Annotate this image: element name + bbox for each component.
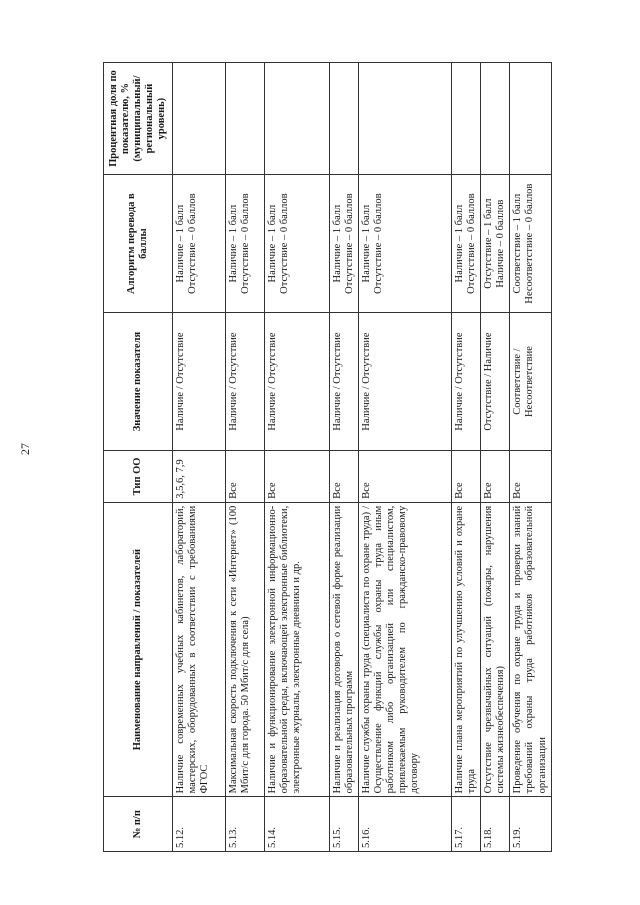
- row-percent: [510, 63, 551, 175]
- table-row: [265, 63, 330, 852]
- table-row: [481, 63, 510, 852]
- page-number: 27: [18, 443, 32, 455]
- algorithm-line-2: Отсутствие – 0 баллов: [187, 193, 199, 294]
- row-number: 5.16.: [359, 797, 452, 852]
- algorithm-line-1: Наличие – 1 балл: [361, 204, 373, 283]
- algorithm-line-2: Отсутствие – 0 баллов: [344, 193, 356, 294]
- row-type: Все: [510, 451, 551, 503]
- row-value: Наличие / Отсутствие: [173, 313, 226, 451]
- table-row: [359, 63, 452, 852]
- row-value: Наличие / Отсутствие: [330, 313, 359, 451]
- algorithm-line-2: Отсутствие – 0 баллов: [466, 193, 478, 294]
- row-name: Наличие и реализация договоров о сетевой форме реализации образовательных программ: [330, 502, 359, 797]
- row-number: 5.17.: [452, 797, 481, 852]
- algorithm-line-1: Соответствие – 1 балл: [512, 193, 524, 294]
- row-type: Все: [359, 451, 452, 503]
- row-percent: [226, 63, 265, 175]
- row-value: Отсутствие / Наличие: [481, 313, 510, 451]
- row-name: Наличие современных учебных кабинетов, лабораторий, мастерских, оборудованных в соответствии с требованиями ФГОС: [173, 502, 226, 797]
- header-name: Наименование направлений / показателей: [104, 502, 173, 797]
- row-type: Все: [265, 451, 330, 503]
- row-algorithm: [510, 175, 551, 313]
- algorithm-line-2: Отсутствие – 0 баллов: [373, 193, 385, 294]
- row-algorithm: [481, 175, 510, 313]
- row-number: 5.12.: [173, 797, 226, 852]
- row-algorithm: [330, 175, 359, 313]
- row-algorithm: [173, 175, 226, 313]
- row-value: Наличие / Отсутствие: [226, 313, 265, 451]
- row-number: 5.13.: [226, 797, 265, 852]
- algorithm-line-2: Отсутствие – 0 баллов: [240, 193, 252, 294]
- algorithm-line-2: Отсутствие – 0 баллов: [279, 193, 291, 294]
- row-percent: [359, 63, 452, 175]
- row-algorithm: [452, 175, 481, 313]
- row-algorithm: [359, 175, 452, 313]
- table-row: [173, 63, 226, 852]
- row-type: Все: [330, 451, 359, 503]
- row-value: Наличие / Отсутствие: [265, 313, 330, 451]
- header-value: Значение показателя: [104, 313, 173, 451]
- table-row: [452, 63, 481, 852]
- row-type: Все: [226, 451, 265, 503]
- header-num: № п/п: [104, 797, 173, 852]
- table-row: [330, 63, 359, 852]
- header-percent: Процентная доля по показателю, % (муниципальный/ региональный уровень): [104, 63, 173, 175]
- row-name: Наличие службы охраны труда (специалиста по охране труда) / Осуществление функций службы охраны труда иным работником либо организацией или специалистом, привлекаемым руководителем по гражданско-правовому договору: [359, 502, 452, 797]
- rotated-page: [103, 62, 548, 852]
- row-number: 5.15.: [330, 797, 359, 852]
- algorithm-line-2: Несоответствие – 0 баллов: [524, 183, 536, 304]
- algorithm-line-1: Наличие – 1 балл: [228, 204, 239, 283]
- row-type: Все: [481, 451, 510, 503]
- row-number: 5.19.: [510, 797, 551, 852]
- row-percent: [330, 63, 359, 175]
- row-percent: [481, 63, 510, 175]
- algorithm-line-1: Наличие – 1 балл: [332, 204, 343, 283]
- row-name: Наличие и функционирование электронной информационно-образовательной среды, включающей электронные библиотеки, электронные журналы, электронные дневники и др.: [265, 502, 330, 797]
- row-type: 3,5,6, 7,9: [173, 451, 226, 503]
- row-name: Отсутствие чрезвычайных ситуаций (пожары, нарушения системы жизнеобеспечения): [481, 502, 510, 797]
- table-header-row: [104, 63, 173, 852]
- row-value: Наличие / Отсутствие: [452, 313, 481, 451]
- algorithm-line-2: Наличие – 0 баллов: [495, 199, 507, 288]
- row-value: Наличие / Отсутствие: [359, 313, 452, 451]
- algorithm-line-1: Наличие – 1 балл: [267, 204, 278, 283]
- row-algorithm: [265, 175, 330, 313]
- table-row: [510, 63, 551, 852]
- indicators-table: [103, 62, 552, 852]
- row-algorithm: [226, 175, 265, 313]
- algorithm-line-1: Отсутствие – 1 балл: [483, 198, 495, 289]
- row-percent: [452, 63, 481, 175]
- header-algorithm: Алгоритм перевода в баллы: [104, 175, 173, 313]
- header-type: Тип ОО: [104, 451, 173, 503]
- row-name: Максимальная скорость подключения к сети «Интернет» (100 Мбит/с для города. 50 Мбит/с для села): [226, 502, 265, 797]
- row-number: 5.18.: [481, 797, 510, 852]
- algorithm-line-1: Наличие – 1 балл: [454, 204, 466, 283]
- row-name: Наличие плана мероприятий по улучшению условий и охране труда: [452, 502, 481, 797]
- row-percent: [265, 63, 330, 175]
- table-row: [226, 63, 265, 852]
- row-value: Соответствие / Несоответствие: [510, 313, 551, 451]
- row-name: Проведение обучения по охране труда и проверки знаний требований охраны труда работников образовательной организации: [510, 502, 551, 797]
- row-type: Все: [452, 451, 481, 503]
- row-percent: [173, 63, 226, 175]
- row-number: 5.14.: [265, 797, 330, 852]
- algorithm-line-1: Наличие – 1 балл: [175, 204, 186, 283]
